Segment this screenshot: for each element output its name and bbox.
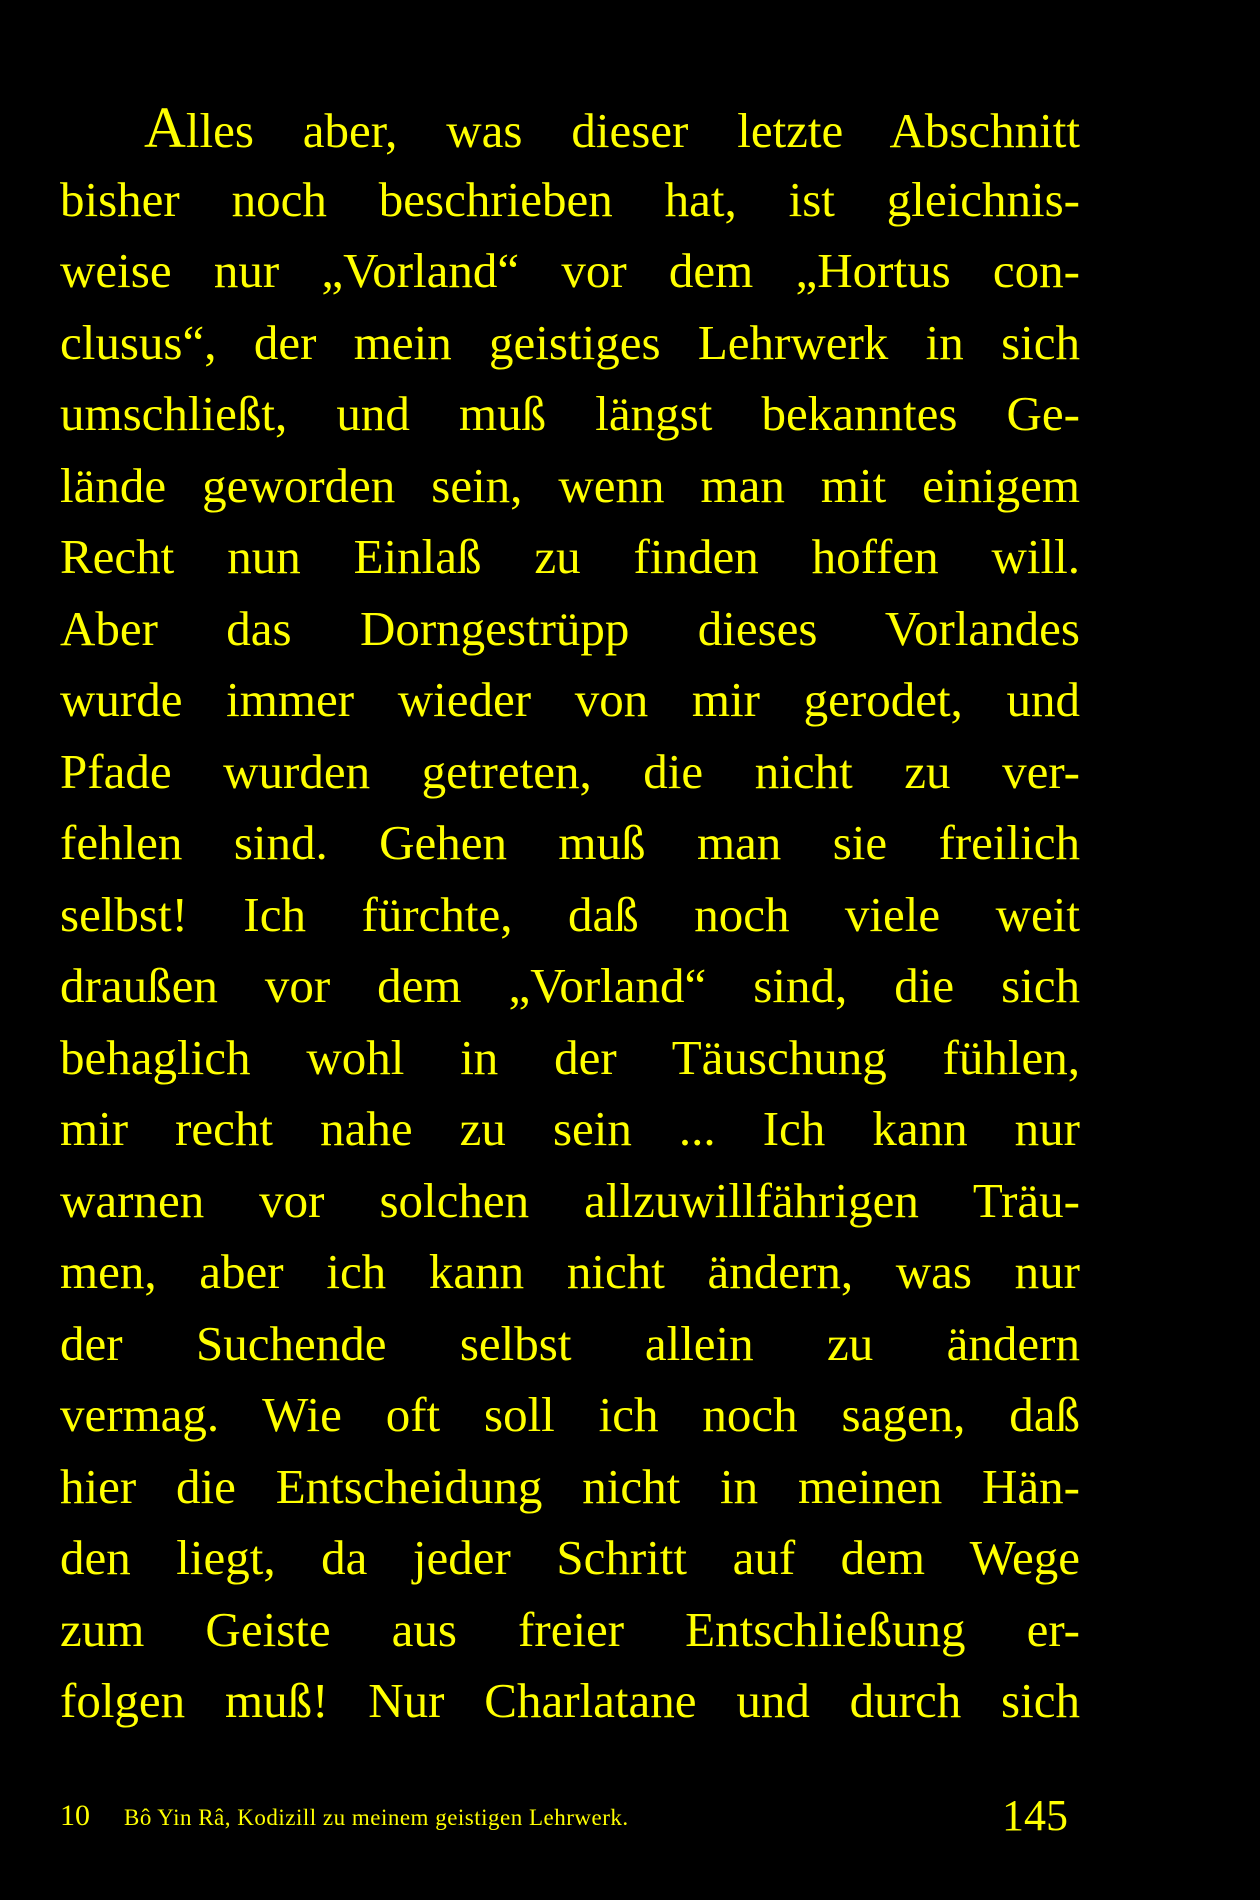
body-line-12: selbst! Ich fürchte, daß noch viele weit [60,886,1080,942]
signature-title: Bô Yin Râ, Kodizill zu meinem geistigen Lehrwerk. [124,1805,629,1830]
body-line-3: weise nur „Vorland“ vor dem „Hortus con- [60,243,1080,298]
body-line-20: hier die Entscheidung nicht in meinen Hän- [60,1458,1080,1514]
page-footer [60,1788,1080,1848]
first-line-text: lles aber, was dieser letzte Abschnitt [185,103,1080,158]
body-line-22: zum Geiste aus freier Entschließung er- [60,1601,1080,1657]
body-line-7: Recht nun Einlaß zu finden hoffen will. [60,529,1080,584]
body-line-21: den liegt, da jeder Schritt auf dem Wege [60,1530,1080,1585]
body-line-18: der Suchende selbst allein zu ändern [60,1315,1080,1371]
body-line-14: behaglich wohl in der Täuschung fühlen, [60,1029,1080,1085]
body-line-11: fehlen sind. Gehen muß man sie freilich [60,815,1080,870]
body-line-16: warnen vor solchen allzuwillfährigen Träu- [60,1172,1080,1228]
body-line-13: draußen vor dem „Vorland“ sind, die sich [60,958,1080,1013]
body-line-15: mir recht nahe zu sein ... Ich kann nur [60,1101,1080,1156]
body-line-8: Aber das Dorngestrüpp dieses Vorlandes [60,600,1080,656]
body-line-9: wurde immer wieder von mir gerodet, und [60,672,1080,727]
body-line-17: men, aber ich kann nicht ändern, was nur [60,1244,1080,1299]
body-line-19: vermag. Wie oft soll ich noch sagen, daß [60,1387,1080,1442]
body-line-23: folgen muß! Nur Charlatane und durch sich [60,1673,1080,1728]
body-line-6: lände geworden sein, wenn man mit einigem [60,457,1080,513]
page-number: 145 [1002,1791,1068,1840]
body-line-2: bisher noch beschrieben hat, ist gleichnis- [60,171,1080,227]
signature-number: 10 [60,1799,90,1832]
body-line-10: Pfade wurden getreten, die nicht zu ver- [60,743,1080,799]
body-line-5: umschließt, und muß längst bekanntes Ge- [60,386,1080,441]
body-line-4: clusus“, der mein geistiges Lehrwerk in sich [60,314,1080,370]
body-line-1 [60,92,1080,164]
drop-cap: A [144,95,186,160]
body-text [60,92,1080,1737]
